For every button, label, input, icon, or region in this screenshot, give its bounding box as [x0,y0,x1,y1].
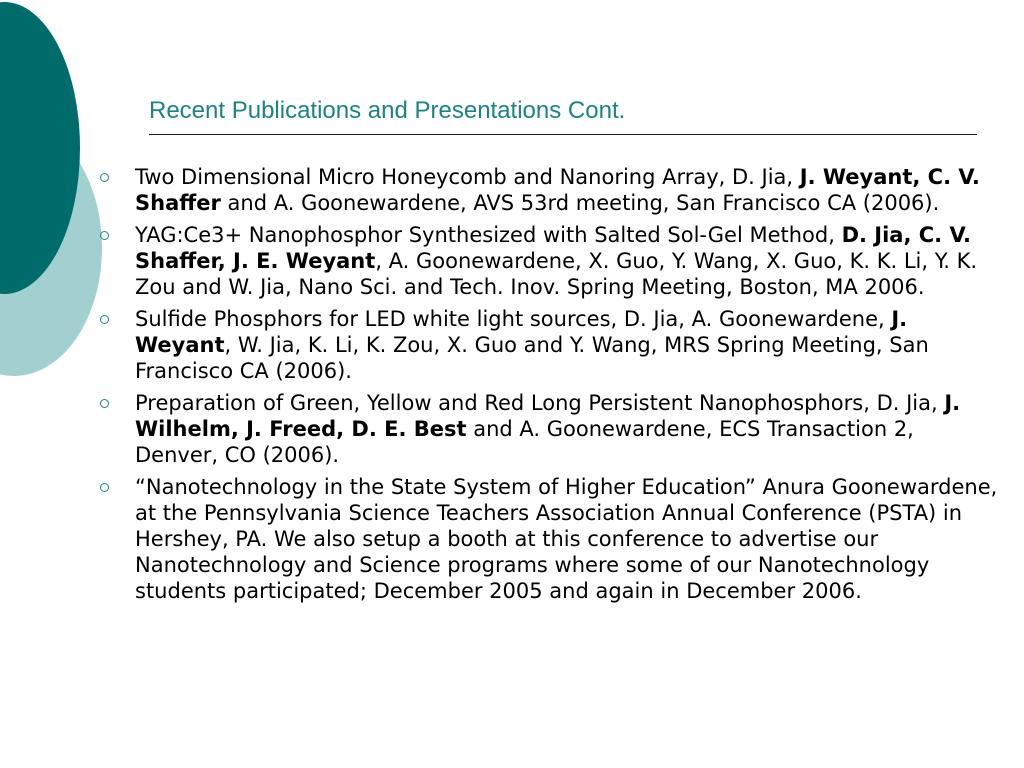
item-text: Preparation of Green, Yellow and Red Long Persistent Nanophosphors, D. Jia, [135,391,945,415]
list-item [98,222,1003,300]
hollow-circle-bullet-icon [100,315,109,324]
list-item [98,164,1003,216]
light-teal-ellipse [0,120,102,376]
hollow-circle-bullet-icon [100,483,109,492]
item-text: “Nanotechnology in the State System of Higher Education” Anura Goonewardene, at the Pennsylvania Science Teachers Association Annual Conference (PSTA) in Hershey, PA. We also setup a booth at this conference to advertise our Nanotechnology and Science programs where some of our Nanotechnology students participated; December 2005 and again in December 2006. [135,475,998,603]
publication-list [98,164,1003,610]
item-bold-authors: J. Wilhelm, J. Freed, D. E. Best [135,391,961,441]
dark-teal-ellipse [0,2,80,294]
item-text-rest: and A. Goonewardene, ECS Transaction 2, Denver, CO (2006). [135,417,914,467]
hollow-circle-bullet-icon [100,399,109,408]
item-text-rest: , W. Jia, K. Li, K. Zou, X. Guo and Y. Wang, MRS Spring Meeting, San Francisco CA (2006). [135,333,929,383]
list-item [98,306,1003,384]
title-underline [149,134,977,135]
item-text-rest: , A. Goonewardene, X. Guo, Y. Wang, X. Guo, K. K. Li, Y. K. Zou and W. Jia, Nano Sci. and Tech. Inov. Spring Meeting, Boston, MA 2006. [135,249,978,299]
item-text: Sulfide Phosphors for LED white light sources, D. Jia, A. Goonewardene, [135,307,892,331]
hollow-circle-bullet-icon [100,231,109,240]
slide-title: Recent Publications and Presentations Cont. [149,97,626,124]
item-text-rest: and A. Goonewardene, AVS 53rd meeting, San Francisco CA (2006). [220,191,940,215]
list-item [98,390,1003,468]
hollow-circle-bullet-icon [100,173,109,182]
item-bold-authors: J. Weyant [135,307,908,357]
item-text: YAG:Ce3+ Nanophosphor Synthesized with Salted Sol-Gel Method, [135,223,842,247]
item-text: Two Dimensional Micro Honeycomb and Nanoring Array, D. Jia, [135,165,800,189]
item-bold-authors: D. Jia, C. V. Shaffer, J. E. Weyant [135,223,971,273]
left-edge-band [0,0,4,360]
list-item [98,474,1003,604]
item-bold-authors: J. Weyant, C. V. Shaffer [135,165,980,215]
